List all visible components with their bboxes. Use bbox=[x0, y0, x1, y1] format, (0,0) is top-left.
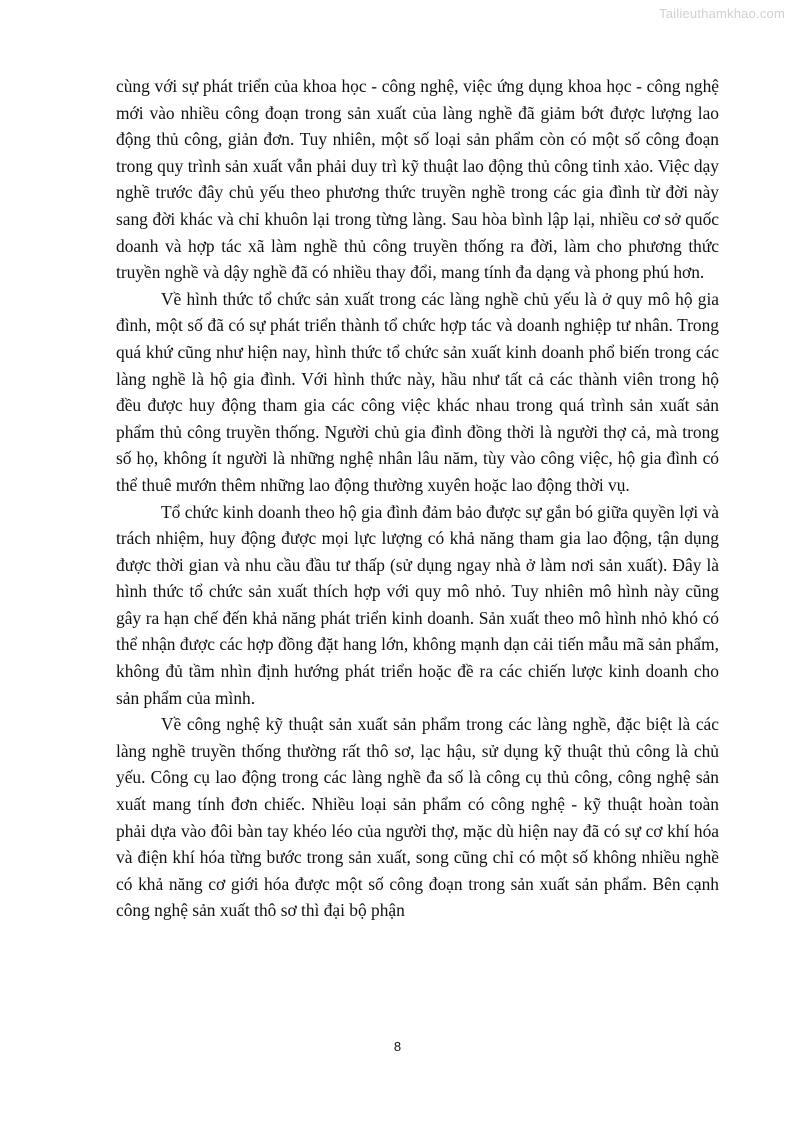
paragraph-4: Về công nghệ kỹ thuật sản xuất sản phẩm trong các làng nghề, đặc biệt là các làng nghề truyền thống thường rất thô sơ, lạc hậu, sử dụng kỹ thuật thủ công là chủ yếu. Công cụ lao động trong các làng nghề đa số là công cụ thủ công, công nghệ sản xuất mang tính đơn chiếc. Nhiều loại sản phẩm có công nghệ - kỹ thuật hoàn toàn phải dựa vào đôi bàn tay khéo léo của người thợ, mặc dù hiện nay đã có sự cơ khí hóa và điện khí hóa từng bước trong sản xuất, song cũng chỉ có một số không nhiều nghề có khả năng cơ giới hóa được một số công đoạn trong sản xuất sản phẩm. Bên cạnh công nghệ sản xuất thô sơ thì đại bộ phận bbox=[116, 714, 719, 921]
page-number: 8 bbox=[393, 1039, 402, 1054]
paragraph-3: Tổ chức kinh doanh theo hộ gia đình đảm bảo được sự gắn bó giữa quyền lợi và trách nhiệm, huy động được mọi lực lượng có khả năng tham gia lao động, tận dụng được thời gian và nhu cầu đầu tư thấp (sử dụng ngay nhà ở làm nơi sản xuất). Đây là hình thức tổ chức sản xuất thích hợp với quy mô nhỏ. Tuy nhiên mô hình này cũng gây ra hạn chế đến khả năng phát triển kinh doanh. Sản xuất theo mô hình nhỏ khó có thể nhận được các hợp đồng đặt hang lớn, không mạnh dạn cải tiến mẫu mã sản phẩm, không đủ tầm nhìn định hướng phát triển hoặc đề ra các chiến lược kinh doanh cho sản phẩm của mình. bbox=[116, 501, 719, 708]
paragraph-1: cùng với sự phát triển của khoa học - công nghệ, việc ứng dụng khoa học - công nghệ mới vào nhiều công đoạn trong sản xuất của làng nghề đã giảm bớt được lượng lao động thủ công, giản đơn. Tuy nhiên, một số loại sản phẩm còn có một số công đoạn trong quy trình sản xuất vẫn phải duy trì kỹ thuật lao động thủ công tinh xảo. Việc dạy nghề trước đây chủ yếu theo phương thức truyền nghề trong các gia đình từ đời này sang đời khác và chỉ khuôn lại trong từng làng. Sau hòa bình lập lại, nhiều cơ sở quốc doanh và hợp tác xã làm nghề thủ công truyền thống ra đời, làm cho phương thức truyền nghề và dậy nghề đã có nhiều thay đổi, mang tính đa dạng và phong phú hơn. bbox=[116, 76, 719, 283]
paragraph-2: Về hình thức tổ chức sản xuất trong các làng nghề chủ yếu là ở quy mô hộ gia đình, một số đã có sự phát triển thành tổ chức hợp tác và doanh nghiệp tư nhân. Trong quá khứ cũng như hiện nay, hình thức tổ chức sản xuất kinh doanh phổ biến trong các làng nghề là hộ gia đình. Với hình thức này, hầu như tất cả các thành viên trong hộ đều được huy động tham gia các công việc khác nhau trong quá trình sản xuất sản phẩm thủ công truyền thống. Người chủ gia đình đồng thời là người thợ cả, mà trong số họ, không ít người là những nghệ nhân lâu năm, tùy vào công việc, hộ gia đình có thể thuê mướn thêm những lao động thường xuyên hoặc lao động thời vụ. bbox=[116, 288, 719, 495]
watermark: Tailieuthamkhao.com bbox=[659, 6, 785, 21]
document-body bbox=[116, 73, 719, 924]
